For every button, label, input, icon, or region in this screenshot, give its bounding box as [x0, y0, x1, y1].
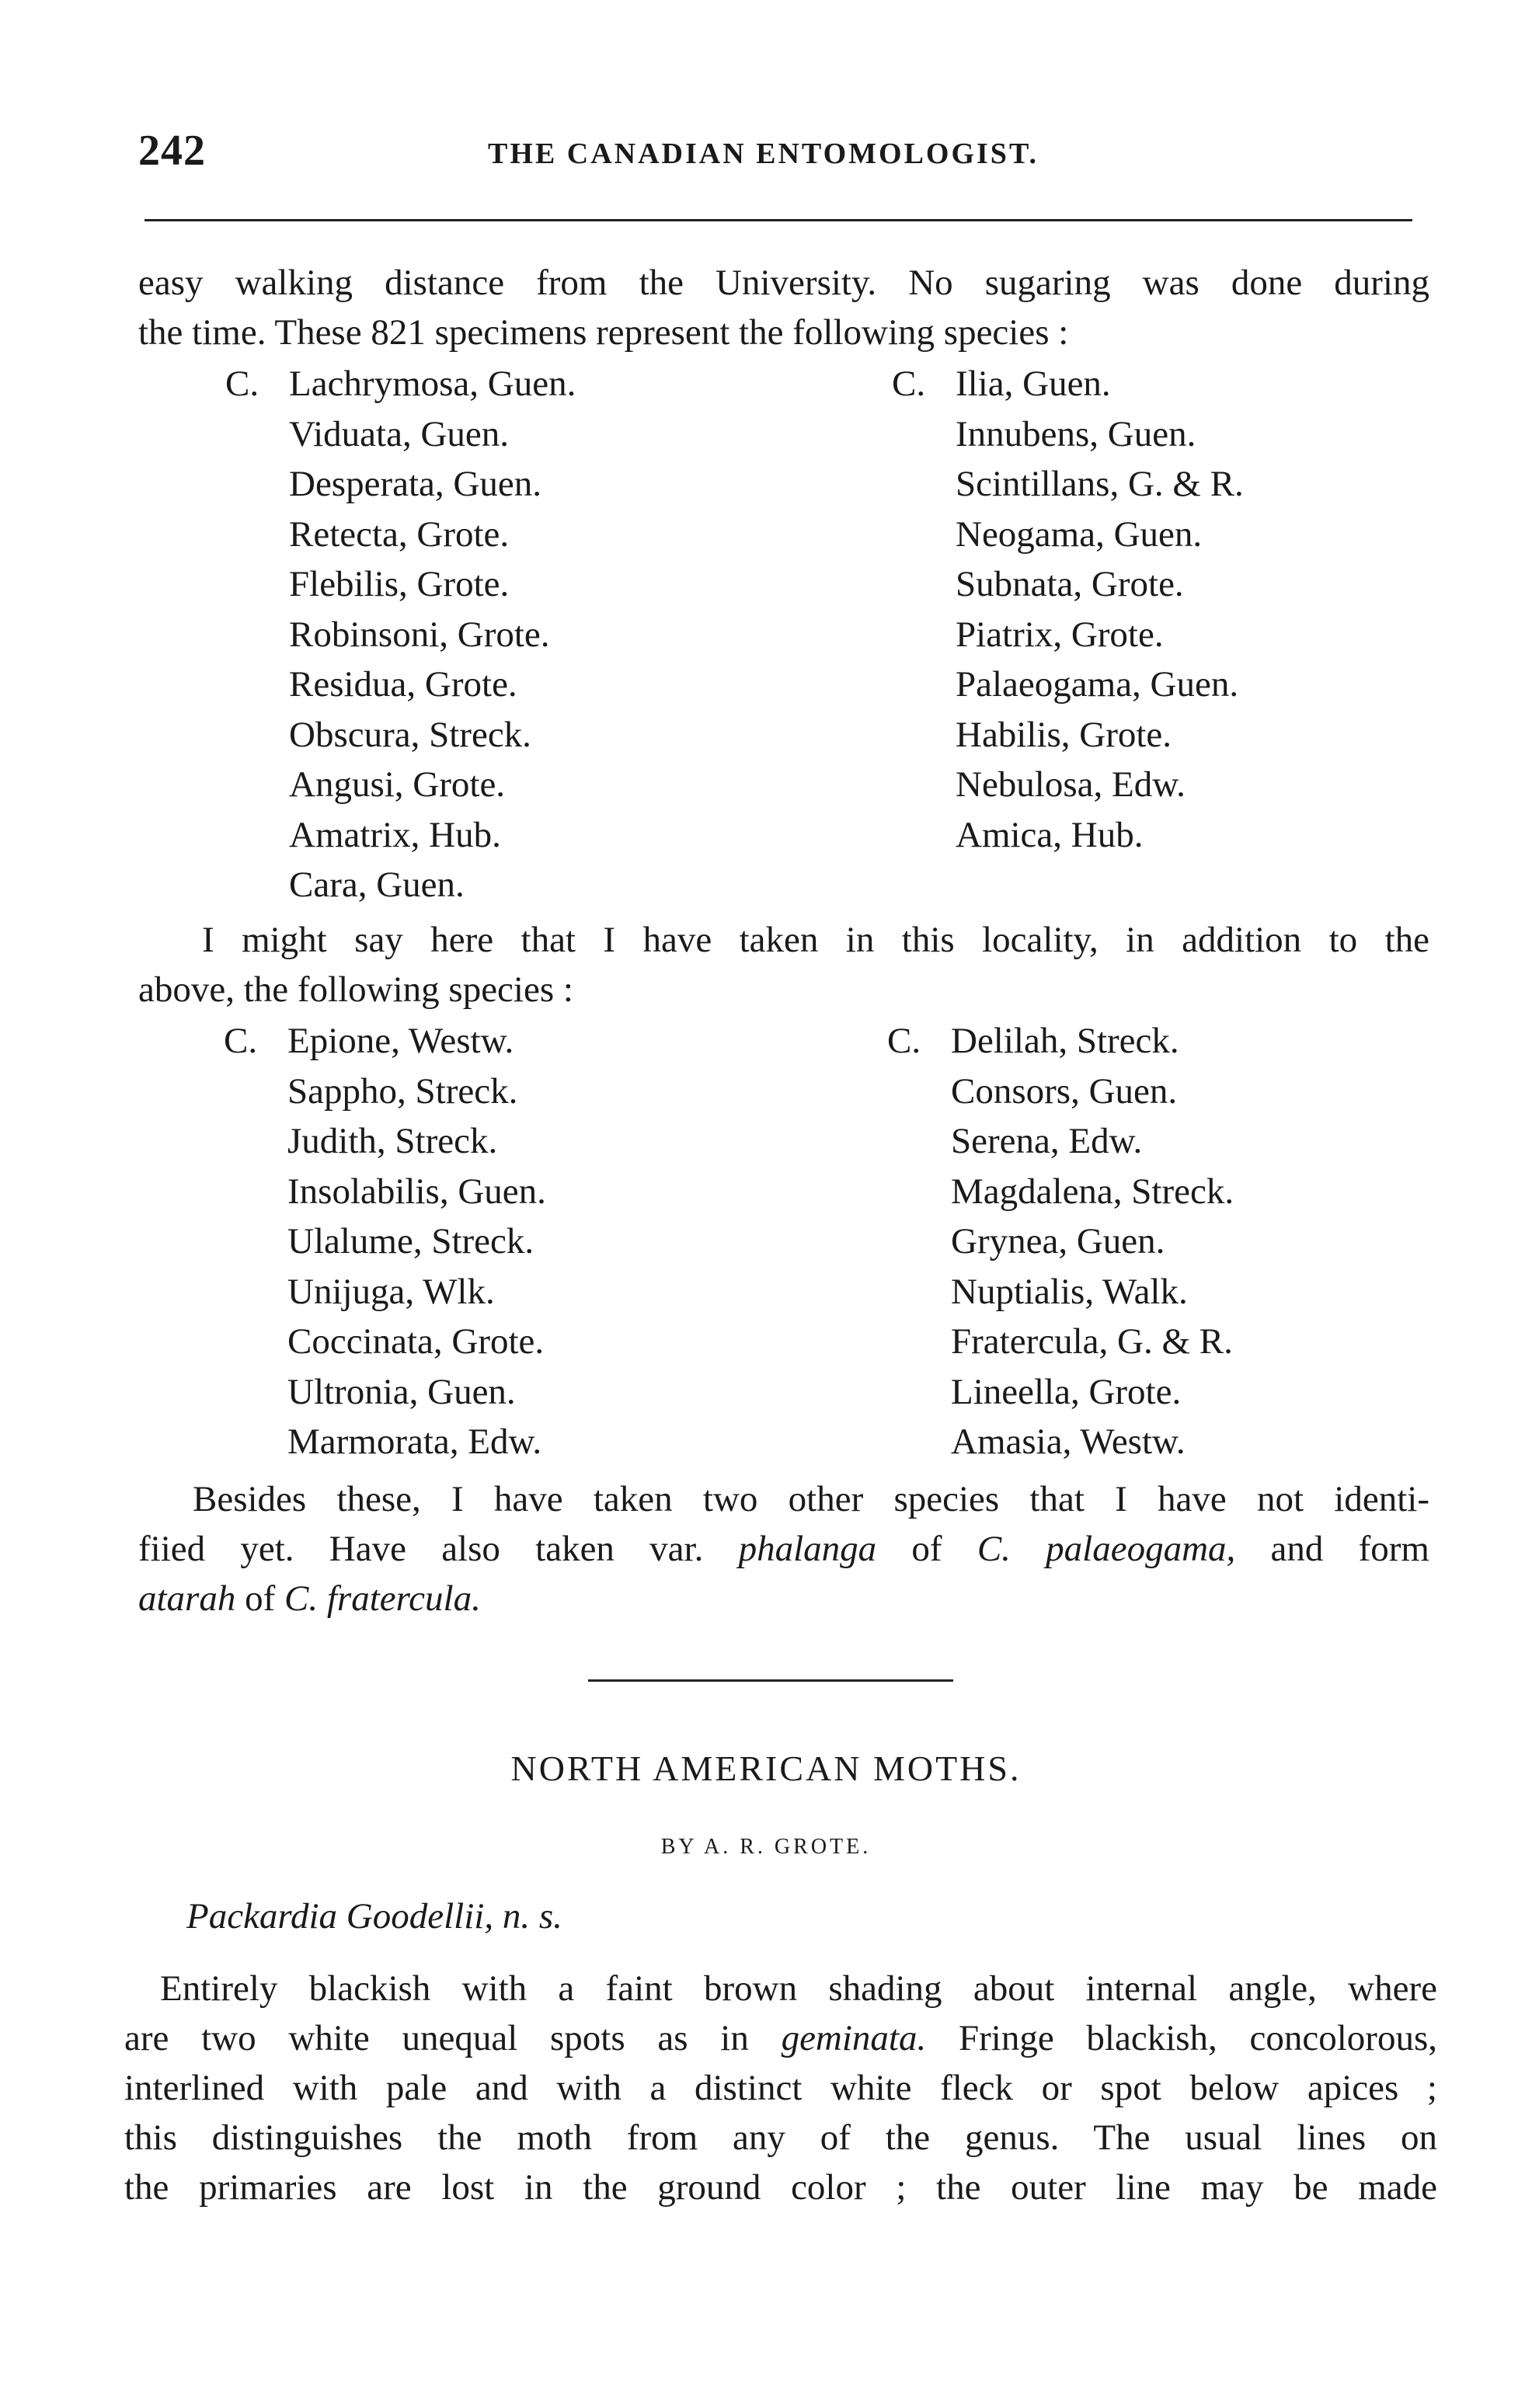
closing-paragraph	[138, 1474, 1429, 1623]
list-item	[225, 810, 576, 861]
description-line: the primaries are lost in the ground color ; the outer line may be made	[124, 2167, 1437, 2208]
species-name: Cara, Guen.	[289, 865, 465, 905]
list-item	[225, 659, 576, 710]
description-line: Entirely blackish with a faint brown shading about internal angle, where	[160, 1968, 1437, 2009]
genus-label: C.	[224, 1021, 258, 1061]
list-item	[224, 1167, 546, 1217]
section-divider	[588, 1679, 953, 1682]
list-item	[224, 1317, 546, 1367]
list-item	[892, 409, 1244, 460]
species-list-2-right	[887, 1016, 1234, 1467]
genus-label: C.	[225, 364, 259, 404]
species-name: Amatrix, Hub.	[289, 814, 501, 855]
list-item	[225, 409, 576, 460]
list-item	[224, 1067, 546, 1117]
species-list-1-right	[892, 359, 1244, 860]
list-item	[887, 1417, 1234, 1467]
closing-line: atarah of C. fratercula.	[138, 1578, 481, 1619]
list-item	[224, 1367, 546, 1418]
list-item	[887, 1067, 1234, 1117]
journal-title: THE CANADIAN ENTOMOLOGIST.	[488, 137, 1039, 170]
description-paragraph	[124, 1964, 1437, 2212]
list-item	[887, 1216, 1234, 1267]
species-name: Unijuga, Wlk.	[287, 1271, 495, 1312]
species-name: Palaeogama, Guen.	[956, 664, 1239, 705]
list-item	[225, 459, 576, 510]
species-name: Nuptialis, Walk.	[951, 1271, 1188, 1312]
closing-line: Besides these, I have taken two other species that I have not identi-	[193, 1479, 1429, 1519]
list-item	[225, 710, 576, 760]
list-item	[892, 710, 1244, 760]
species-name: Angusi, Grote.	[289, 764, 506, 805]
list-item	[892, 359, 1244, 409]
middle-paragraph	[138, 915, 1429, 1014]
list-item	[892, 659, 1244, 710]
list-item	[224, 1016, 546, 1067]
species-name: Robinsoni, Grote.	[289, 614, 550, 655]
species-name: Fratercula, G. & R.	[951, 1321, 1233, 1362]
species-name: Ilia, Guen.	[956, 364, 1111, 404]
species-name: Consors, Guen.	[951, 1070, 1178, 1112]
species-name: Sappho, Streck.	[287, 1070, 518, 1112]
list-item	[892, 459, 1244, 510]
species-name: Obscura, Streck.	[289, 714, 531, 755]
header-rule	[144, 219, 1412, 221]
description-line: interlined with pale and with a distinct white fleck or spot below apices ;	[124, 2068, 1437, 2108]
list-item	[224, 1116, 546, 1167]
list-item	[225, 510, 576, 560]
species-name: Delilah, Streck.	[951, 1021, 1179, 1061]
intro-line: easy walking distance from the University. No sugaring was done during	[138, 263, 1429, 303]
species-name: Desperata, Guen.	[289, 464, 541, 504]
article-title: NORTH AMERICAN MOTHS.	[510, 1749, 1022, 1788]
species-name: Subnata, Grote.	[956, 564, 1184, 604]
middle-line: above, the following species :	[138, 969, 573, 1010]
species-name: Lachrymosa, Guen.	[289, 364, 576, 404]
description-line: are two white unequal spots as in geminata. Fringe blackish, concolorous,	[124, 2018, 1437, 2058]
list-item	[892, 510, 1244, 560]
species-name: Piatrix, Grote.	[956, 614, 1164, 655]
list-item	[225, 610, 576, 660]
species-name: Coccinata, Grote.	[287, 1321, 545, 1362]
genus-label: C.	[887, 1021, 921, 1061]
list-item	[887, 1267, 1234, 1317]
description-line: this distinguishes the moth from any of the genus. The usual lines on	[124, 2117, 1437, 2158]
genus-label: C.	[892, 364, 926, 404]
article-byline: BY A. R. GROTE.	[660, 1835, 872, 1859]
list-item	[224, 1267, 546, 1317]
middle-line: I might say here that I have taken in this locality, in addition to the	[202, 920, 1429, 960]
running-head	[138, 126, 1428, 180]
list-item	[887, 1016, 1234, 1067]
species-heading: Packardia Goodellii, n. s.	[186, 1896, 562, 1936]
species-name: Ultronia, Guen.	[287, 1371, 516, 1412]
species-name: Marmorata, Edw.	[287, 1421, 542, 1462]
species-name: Scintillans, G. & R.	[956, 464, 1244, 504]
species-name: Innubens, Guen.	[956, 413, 1196, 454]
species-name: Insolabilis, Guen.	[287, 1171, 546, 1212]
closing-line: fiied yet. Have also taken var. phalanga of C. palaeogama, and form	[138, 1529, 1429, 1569]
list-item	[892, 760, 1244, 810]
species-name: Judith, Streck.	[287, 1121, 498, 1161]
list-item	[225, 559, 576, 610]
list-item	[225, 359, 576, 409]
list-item	[225, 760, 576, 810]
list-item	[225, 860, 576, 910]
intro-paragraph	[138, 258, 1429, 357]
list-item	[887, 1317, 1234, 1367]
species-name: Nebulosa, Edw.	[956, 764, 1186, 805]
list-item	[892, 810, 1244, 861]
species-list-1-left	[225, 359, 576, 910]
list-item	[887, 1116, 1234, 1167]
species-name: Magdalena, Streck.	[951, 1171, 1234, 1212]
species-name: Viduata, Guen.	[289, 413, 510, 454]
list-item	[887, 1367, 1234, 1418]
species-name: Retecta, Grote.	[289, 513, 510, 555]
page-number: 242	[138, 127, 206, 175]
species-name: Epione, Westw.	[287, 1021, 514, 1061]
species-name: Flebilis, Grote.	[289, 564, 510, 604]
species-name: Grynea, Guen.	[951, 1221, 1165, 1261]
list-item	[224, 1417, 546, 1467]
species-name: Neogama, Guen.	[956, 513, 1203, 555]
species-name: Residua, Grote.	[289, 664, 517, 705]
species-name: Lineella, Grote.	[951, 1371, 1182, 1412]
species-name: Amasia, Westw.	[951, 1421, 1186, 1462]
species-name: Habilis, Grote.	[956, 714, 1172, 755]
species-name: Serena, Edw.	[951, 1121, 1143, 1161]
species-name: Amica, Hub.	[956, 814, 1144, 855]
list-item	[887, 1167, 1234, 1217]
list-item	[892, 610, 1244, 660]
list-item	[892, 559, 1244, 610]
species-list-2-left	[224, 1016, 546, 1467]
intro-line: the time. These 821 specimens represent the following species :	[138, 312, 1069, 353]
species-name: Ulalume, Streck.	[287, 1221, 534, 1261]
list-item	[224, 1216, 546, 1267]
